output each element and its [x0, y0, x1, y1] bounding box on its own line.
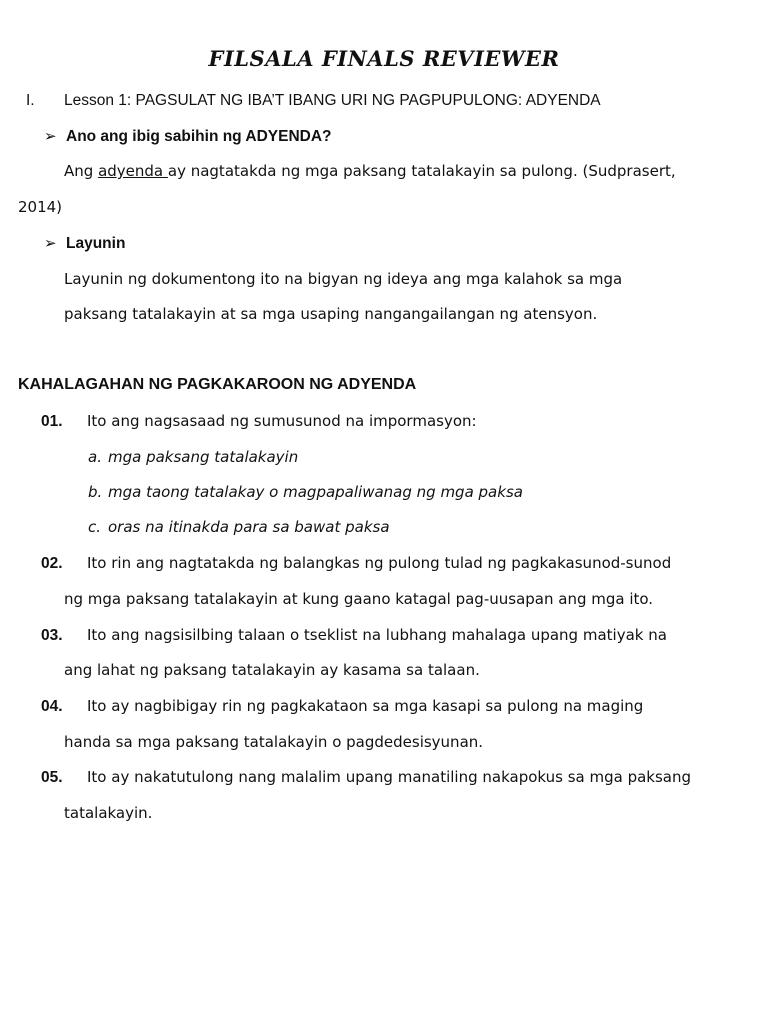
section-numeral: I. — [26, 92, 35, 109]
sub-item-text: oras na itinakda para sa bawat paksa — [108, 518, 390, 536]
list-item — [41, 697, 643, 716]
sub-list-item — [88, 448, 298, 466]
item-number: 04. — [41, 698, 63, 715]
section-heading: KAHALAGAHAN NG PAGKAKAROON NG ADYENDA — [18, 376, 417, 393]
item-text-continuation: ng mga paksang tatalakayin at kung gaano katagal pag-uusapan ang mga ito. — [64, 590, 654, 608]
item-number: 05. — [41, 769, 63, 786]
item-text: Ito rin ang nagtatakda ng balangkas ng pulong tulad ng pagkakasunod-sunod — [87, 554, 672, 572]
sub-item-letter: b. — [88, 483, 103, 501]
sub-list-item — [88, 518, 390, 536]
definition-text-end: ay nagtatakda ng mga paksang tatalakayin sa pulong. (Sudprasert, — [167, 162, 676, 180]
lesson-title: Lesson 1: PAGSULAT NG IBA’T IBANG URI NG PAGPUPULONG: ADYENDA — [64, 92, 601, 109]
item-text: Ito ay nagbibigay rin ng pagkakataon sa mga kasapi sa pulong na maging — [87, 697, 644, 715]
layunin-text-line: Layunin ng dokumentong ito na bigyan ng ideya ang mga kalahok sa mga — [64, 270, 623, 288]
definition-text-start: Ang — [64, 162, 99, 180]
layunin-label: Layunin — [66, 235, 126, 252]
sub-item-letter: c. — [88, 518, 102, 536]
item-text-continuation: handa sa mga paksang tatalakayin o pagdedesisyunan. — [64, 733, 484, 751]
sub-item-text: mga taong tatalakay o magpapaliwanag ng mga paksa — [108, 483, 523, 501]
sub-item-letter: a. — [88, 448, 102, 466]
item-text: Ito ang nagsisilbing talaan o tseklist na lubhang mahalaga upang matiyak na — [87, 626, 667, 644]
item-number: 03. — [41, 627, 63, 644]
layunin-text-line: paksang tatalakayin at sa mga usaping nangangailangan ng atensyon. — [64, 305, 598, 323]
item-text: Ito ay nakatutulong nang malalim upang manatiling nakapokus sa mga paksang — [87, 768, 692, 786]
list-item — [41, 768, 691, 787]
arrow-bullet-icon: ➢ — [44, 235, 57, 252]
document-title: FILSALA FINALS REVIEWER — [208, 46, 560, 71]
item-text-continuation: ang lahat ng paksang tatalakayin ay kasama sa talaan. — [64, 661, 480, 679]
sub-list-item — [88, 483, 523, 501]
item-text: Ito ang nagsasaad ng sumusunod na impormasyon: — [87, 412, 477, 430]
list-item — [41, 412, 477, 431]
item-number: 02. — [41, 555, 63, 572]
list-item — [41, 626, 667, 645]
question-label: Ano ang ibig sabihin ng ADYENDA? — [66, 128, 332, 145]
arrow-bullet-icon: ➢ — [44, 128, 57, 145]
definition-term: adyenda — [98, 162, 168, 180]
sub-item-text: mga paksang tatalakayin — [108, 448, 299, 466]
definition-citation-year: 2014) — [18, 198, 63, 216]
layunin-heading — [44, 234, 125, 253]
question-definition — [44, 127, 332, 146]
lesson-heading — [26, 92, 601, 110]
list-item — [41, 554, 671, 573]
item-number: 01. — [41, 413, 63, 430]
item-text-continuation: tatalakayin. — [64, 804, 153, 822]
definition-line — [64, 162, 676, 180]
